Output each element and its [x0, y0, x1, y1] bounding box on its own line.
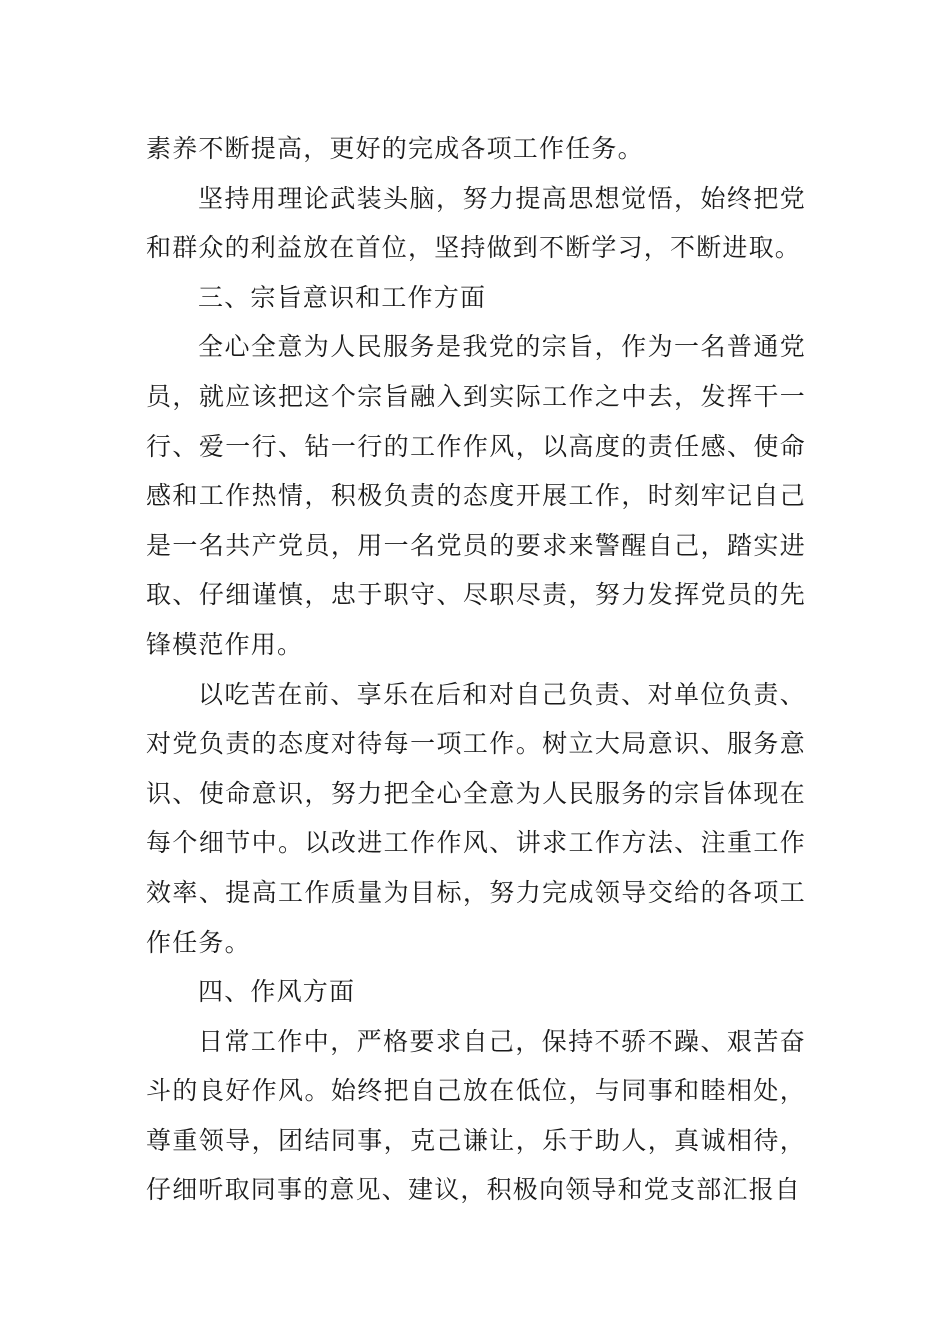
paragraph-theory-study: 坚持用理论武装头脑，努力提高思想觉悟，始终把党和群众的利益放在首位，坚持做到不断学习，不断进取。	[146, 183, 806, 263]
section-heading-style: 四、作风方面	[198, 977, 356, 1007]
paragraph-continuation: 素养不断提高，更好的完成各项工作任务。	[146, 134, 644, 163]
paragraph-daily-work: 日常工作中，严格要求自己，保持不骄不躁、艰苦奋斗的良好作风。始终把自己放在低位，与同事和睦相处，尊重领导，团结同事，克己谦让，乐于助人，真诚相待，仔细听取同事的意见、建议，积极向领导和党支部汇报自	[146, 1026, 806, 1205]
section-heading-purpose: 三、宗旨意识和工作方面	[198, 282, 487, 312]
paragraph-serve-people: 全心全意为人民服务是我党的宗旨，作为一名普通党员，就应该把这个宗旨融入到实际工作之中去，发挥干一行、爱一行、钻一行的工作作风，以高度的责任感、使命感和工作热情，积极负责的态度开展工作，时刻牢记自己是一名共产党员，用一名党员的要求来警醒自己，踏实进取、仔细谨慎，忠于职守、尽职尽责，努力发挥党员的先锋模范作用。	[146, 332, 806, 659]
paragraph-work-attitude: 以吃苦在前、享乐在后和对自己负责、对单位负责、对党负责的态度对待每一项工作。树立大局意识、服务意识、使命意识，努力把全心全意为人民服务的宗旨体现在每个细节中。以改进工作作风、讲求工作方法、注重工作效率、提高工作质量为目标，努力完成领导交给的各项工作任务。	[146, 679, 806, 957]
document-body	[146, 124, 806, 1215]
